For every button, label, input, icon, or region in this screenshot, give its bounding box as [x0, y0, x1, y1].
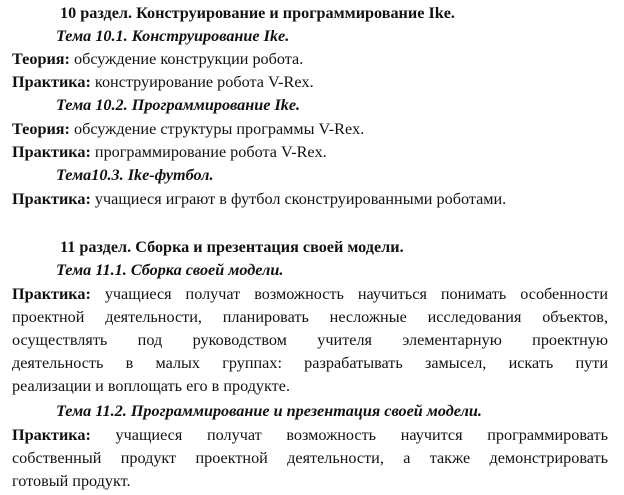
topic-11-1-practice-line-4: деятельность в малых группах: разрабатывать замысел, искать пути — [12, 354, 608, 372]
topic-11-2-title: Тема 11.2. Программирование и презентация своей модели. — [56, 402, 482, 420]
section-11-heading: 11 раздел. Сборка и презентация своей модели. — [60, 238, 404, 256]
topic-11-2-practice-line-2: собственный продукт проектной деятельности, а также демонстрировать — [12, 449, 608, 467]
practice-text: конструирование робота V-Rex. — [90, 73, 314, 91]
section-10-heading: 10 раздел. Конструирование и программирование Ike. — [60, 4, 455, 22]
practice-label: Практика: — [12, 143, 91, 161]
topic-10-2-title: Тема 10.2. Программирование Ike. — [56, 96, 301, 114]
topic-11-1-practice-line-5: реализации и воплощать его в продукте. — [12, 377, 290, 395]
practice-text: программирование робота V-Rex. — [90, 143, 327, 161]
topic-11-2-practice-line-1 — [12, 424, 608, 447]
practice-label: Практика: — [12, 190, 91, 208]
topic-10-1-theory — [12, 48, 608, 71]
theory-text: обсуждение конструкции робота. — [69, 50, 304, 68]
practice-text: учащиеся получат возможность научиться понимать особенности — [90, 285, 608, 303]
topic-10-2-theory — [12, 118, 608, 141]
theory-label: Теория: — [12, 50, 70, 68]
topic-11-1-practice-line-3: осуществлять под руководством учителя элементарную проектную — [12, 331, 608, 349]
topic-10-1-practice — [12, 71, 608, 94]
practice-text: учащиеся получат возможность научится программировать — [90, 426, 608, 444]
practice-text: учащиеся играют в футбол сконструированными роботами. — [90, 190, 507, 208]
topic-11-1-title: Тема 11.1. Сборка своей модели. — [56, 261, 284, 279]
theory-label: Теория: — [12, 120, 70, 138]
practice-label: Практика: — [12, 73, 91, 91]
topic-11-2-practice-line-3: готовый продукт. — [12, 472, 131, 490]
practice-label: Практика: — [12, 426, 91, 444]
topic-10-1-title: Тема 10.1. Конструирование Ike. — [56, 27, 290, 45]
topic-10-2-practice — [12, 141, 608, 164]
topic-11-1-practice-line-1 — [12, 283, 608, 306]
topic-10-3-practice — [12, 188, 608, 211]
theory-text: обсуждение структуры программы V-Rex. — [69, 120, 365, 138]
topic-10-3-title: Тема10.3. Ike-футбол. — [56, 166, 214, 184]
practice-label: Практика: — [12, 285, 91, 303]
topic-11-1-practice-line-2: проектной деятельности, планировать несложные исследования объектов, — [12, 308, 608, 326]
